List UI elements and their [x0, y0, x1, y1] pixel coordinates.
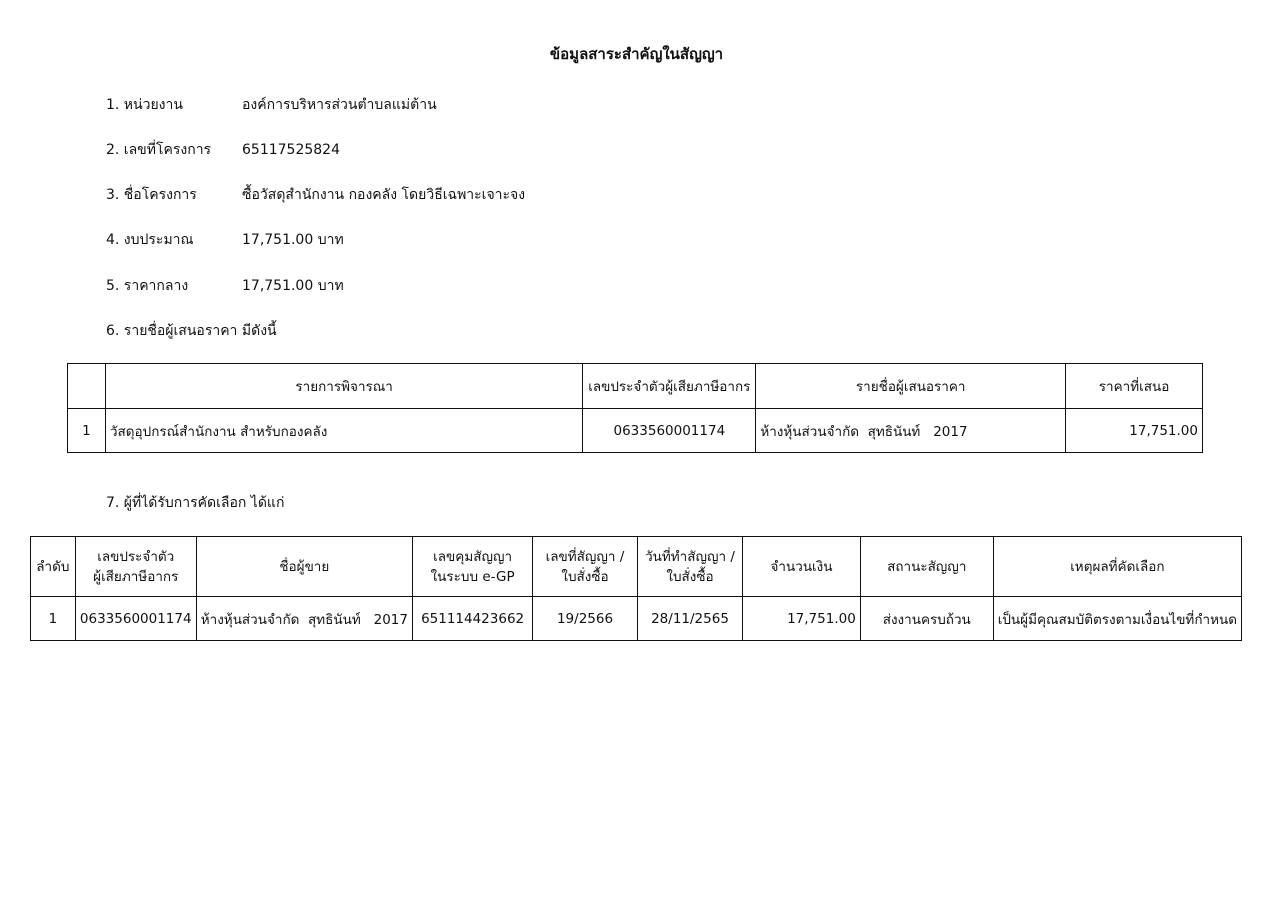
cell-order: 1	[31, 597, 76, 641]
cell-tax-id: 0633560001174	[583, 409, 756, 453]
info-label: 1. หน่วยงาน	[106, 97, 183, 113]
header-cell-seller: ชื่อผู้ขาย	[196, 537, 412, 597]
cell-price: 17,751.00	[1066, 409, 1203, 453]
header-cell-status: สถานะสัญญา	[860, 537, 993, 597]
header-cell-contract-date	[637, 537, 742, 597]
info-label: 2. เลขที่โครงการ	[106, 142, 212, 158]
header-cell-contract-number	[533, 537, 638, 597]
info-label: 4. งบประมาณ	[106, 232, 194, 248]
cell-contract-date: 28/11/2565	[637, 597, 742, 641]
header-cell-order: ลำดับ	[31, 537, 76, 597]
header-line: เลขประจำตัว	[97, 548, 175, 565]
header-line: วันที่ทำสัญญา /	[645, 548, 735, 565]
header-line: ผู้เสียภาษีอากร	[93, 568, 179, 585]
cell-control-number: 651114423662	[412, 597, 532, 641]
header-cell-tax-id: เลขประจำตัวผู้เสียภาษีอากร	[583, 364, 756, 409]
header-cell-amount: จำนวนเงิน	[743, 537, 861, 597]
table-row	[31, 597, 1242, 641]
bidders-table	[67, 363, 1203, 453]
header-cell-index	[68, 364, 106, 409]
header-cell-tax-id	[75, 537, 196, 597]
header-cell-bidder: รายชื่อผู้เสนอราคา	[756, 364, 1066, 409]
info-label: 3. ชื่อโครงการ	[106, 187, 197, 203]
cell-reason: เป็นผู้มีคุณสมบัติตรงตามเงื่อนไขที่กำหนด	[993, 597, 1241, 641]
winner-section-label: 7. ผู้ที่ได้รับการคัดเลือก ได้แก่	[106, 495, 285, 511]
info-row-agency	[106, 94, 437, 116]
cell-bidder: ห้างหุ้นส่วนจำกัด สุทธินันท์ 2017	[756, 409, 1066, 453]
bidders-section-label: 6. รายชื่อผู้เสนอราคา มีดังนี้	[106, 323, 277, 339]
info-label: 5. ราคากลาง	[106, 278, 189, 294]
info-value: 17,751.00 บาท	[242, 278, 344, 294]
cell-amount: 17,751.00	[743, 597, 861, 641]
info-value: องค์การบริหารส่วนตำบลแม่ต้าน	[242, 97, 437, 113]
header-line: ในระบบ e-GP	[430, 568, 515, 585]
cell-item: วัสดุอุปกรณ์สำนักงาน สำหรับกองคลัง	[105, 409, 582, 453]
header-cell-price: ราคาที่เสนอ	[1066, 364, 1203, 409]
info-value: ซื้อวัสดุสำนักงาน กองคลัง โดยวิธีเฉพาะเจาะจง	[242, 187, 526, 203]
cell-tax-id: 0633560001174	[75, 597, 196, 641]
header-line: ใบสั่งซื้อ	[561, 568, 609, 585]
header-line: ใบสั่งซื้อ	[666, 568, 714, 585]
info-row-project-number	[106, 139, 340, 161]
info-value: 65117525824	[242, 142, 340, 158]
info-row-median-price	[106, 275, 344, 297]
header-cell-reason: เหตุผลที่คัดเลือก	[993, 537, 1241, 597]
header-line: เลขที่สัญญา /	[545, 548, 625, 565]
cell-status: ส่งงานครบถ้วน	[860, 597, 993, 641]
header-line: เลขคุมสัญญา	[433, 548, 513, 565]
cell-index: 1	[68, 409, 106, 453]
header-cell-item: รายการพิจารณา	[105, 364, 582, 409]
cell-seller: ห้างหุ้นส่วนจำกัด สุทธินันท์ 2017	[196, 597, 412, 641]
info-value: 17,751.00 บาท	[242, 232, 344, 248]
header-cell-control-number	[412, 537, 532, 597]
document-title: ข้อมูลสาระสำคัญในสัญญา	[549, 45, 724, 63]
table-row	[68, 409, 1203, 453]
table-header-row	[31, 537, 1242, 597]
cell-contract-number: 19/2566	[533, 597, 638, 641]
info-row-project-name	[106, 184, 525, 206]
winner-table	[30, 536, 1242, 641]
info-row-budget	[106, 229, 344, 251]
table-header-row	[68, 364, 1203, 409]
